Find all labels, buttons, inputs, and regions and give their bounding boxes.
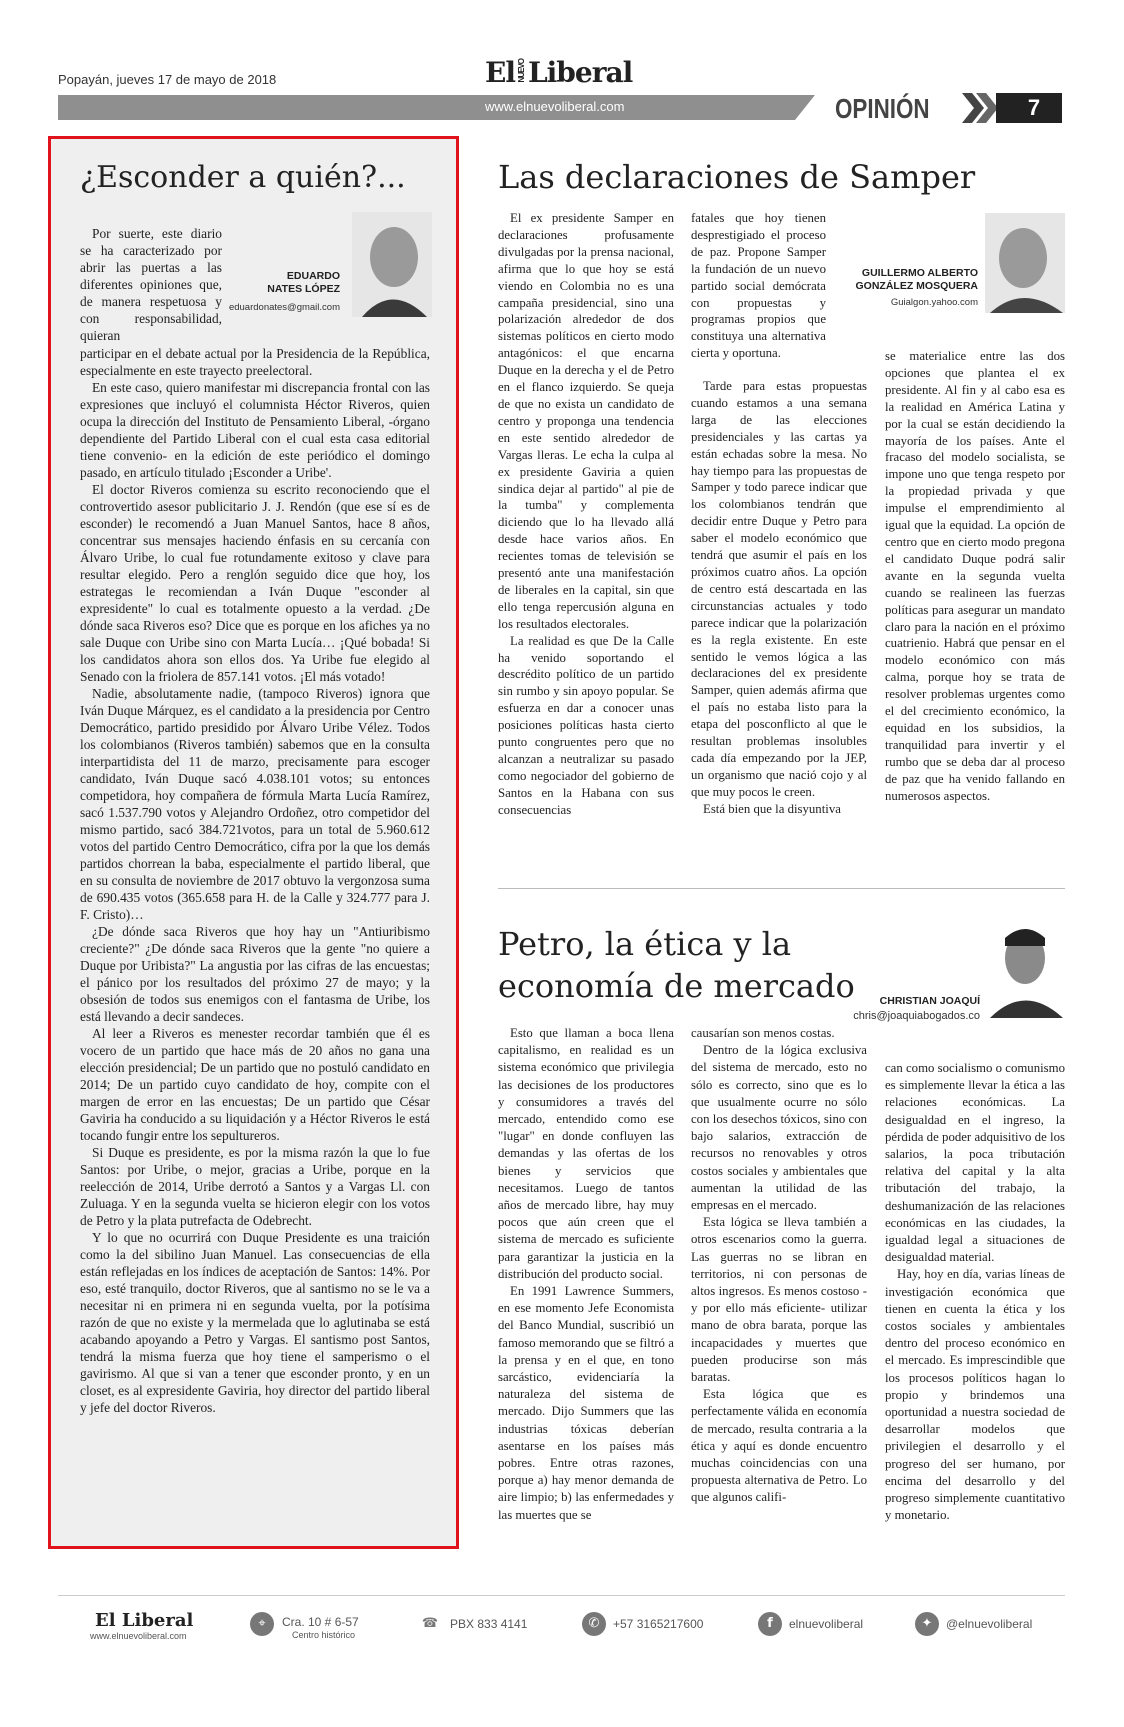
author-email: Guialgon.yahoo.com	[890, 297, 978, 308]
footer-whatsapp[interactable]: +57 3165217600	[613, 1617, 704, 1631]
paragraph: Esta lógica se lleva también a otros escenarios como la guerra. Las guerras no se libran en territorios, ni con personas de altos ingresos. Es menos costoso -y por ello más eficiente- utilizar mano de obra barata, porque las incapacidades y muertes que pueden producirse son más baratas.	[691, 1215, 867, 1385]
footer-address: Cra. 10 # 6-57	[282, 1615, 359, 1629]
twitter-icon: ✦	[915, 1612, 939, 1636]
page-number: 7	[1006, 93, 1062, 123]
author-email: chris@joaquiabogados.co	[853, 1010, 980, 1022]
paragraph: En este caso, quiero manifestar mi discrepancia frontal con las expresiones que incluyó el columnista Héctor Riveros, quien ocupa la dirección del Instituto de Pensamiento Liberal, -órgano dependiente del Partido Liberal con el cual esta casa editorial tiene convenio- en la edición de este periódico el domingo pasado, en artículo titulado ¡Esconder a Uribe'.	[80, 380, 430, 480]
paragraph: Está bien que la disyuntiva	[703, 801, 841, 816]
article-intro	[80, 225, 222, 344]
author-name: CHRISTIAN JOAQUÍ	[879, 995, 980, 1007]
footer-logo-url: www.elnuevoliberal.com	[90, 1631, 187, 1641]
footer-address-sub: Centro histórico	[292, 1630, 356, 1640]
header-bar-tail	[795, 95, 815, 120]
footer-phone[interactable]: PBX 833 4141	[450, 1617, 528, 1631]
paragraph: Dentro de la lógica exclusiva del sistema de mercado, esto no sólo es correcto, sino que es lo que usualmente ocurre no sólo con los desechos tóxicos, sino con bajo salarios, extracción de recursos no renovables y otros costos sociales y ambientales que aumentan la utilidad de las empresas en el mercado.	[691, 1043, 867, 1213]
intro-paragraph: Por suerte, este diario se ha caracterizado por abrir las puertas a las diferentes opiniones que, de manera respetuosa y con responsabilidad, quieran	[80, 226, 222, 343]
section-title: OPINIÓN	[835, 93, 930, 124]
logo-nuevo: NUEVO	[516, 58, 526, 82]
issue-date: Popayán, jueves 17 de mayo de 2018	[58, 72, 277, 87]
whatsapp-icon: ✆	[582, 1612, 606, 1636]
article-column-3	[885, 348, 1065, 804]
paragraph: Nadie, absolutamente nadie, (tampoco Riveros) ignora que Iván Duque Márquez, es el candidato a la presidencia por Centro Democrático, partido presidido por Álvaro Uribe Vélez. Todos los colombianos (Riveros también) sabemos que en la consulta interpartidista del 11 de marzo, precisamente para escoger candidato, Iván Duque sacó 4.038.101 votos; su entonces competidora, hoy compañera de fórmula Marta Lucía Ramírez, sacó 1.537.790 votos y Alejandro Ordoñez, otro competidor del mismo partido, sacó 384.721votos, para un total de 5.960.612 votos del partido Centro Democrático, cifra por la que los demás partidos chorrean la baba, especialmente el partido liberal, que en su consulta de noviembre de 2017 obtuvo la vergonzosa suma de 690.435 votos (365.658 para H. de la Calle y 324.777 para J. F. Cristo)…	[80, 686, 430, 922]
title-line: Petro, la ética y la	[498, 925, 792, 963]
article-divider	[498, 888, 1065, 889]
paragraph: causarían son menos costas.	[691, 1026, 835, 1040]
footer-twitter[interactable]: @elnuevoliberal	[946, 1617, 1033, 1631]
author-last-name: GONZÁLEZ MOSQUERA	[855, 280, 978, 292]
paragraph: fatales que hoy tienen desprestigiado el proceso de paz. Propone Samper la fundación de un nuevo partido social demócrata con propuestas y programas propios que constituya una alternativa cierta y oportuna.	[691, 211, 826, 361]
header-bar	[58, 95, 795, 120]
paragraph: Esta lógica que es perfectamente válida en economía de mercado, resulta contraria a la ética y aquí es donde encuentro muchas coincidencias con una propuesta alternativa de Petro. Lo que algunos califi-	[691, 1387, 867, 1505]
chevron-decoration-icon	[962, 93, 1007, 123]
author-first-name: GUILLERMO ALBERTO	[861, 267, 978, 279]
footer-logo: El Liberal	[95, 1610, 194, 1631]
article-title: ¿Esconder a quién?...	[80, 160, 406, 195]
paragraph: Esto que llaman a boca llena capitalismo, en realidad es un sistema económico que privilegia las decisiones de los productores y consumidores a través del mercado, entendido como ese "lugar" en donde confluyen las demandas y las ofertas de los bienes y servicios que necesitamos. Luego de tantos años de mercado libre, hay muy pocos que aún creen que el sistema de mercado es suficiente para garantizar la justicia en la distribución del producto social.	[498, 1026, 674, 1281]
paragraph: Tarde para estas propuestas cuando estamos a una semana larga de las elecciones presidenciales y las cartas ya están echadas sobre la mesa. No hay tiempo para las propuestas de Samper y todo parece indicar que los colombianos tendrán que decidir entre Duque y Petro para saber el modelo económico que tendrá que asumir el país en los próximos cuatro años. La opción de centro está descartada en las circunstancias actuales y todo parece indicar que la polarización es la regla existente. En este sentido le vemos lógica a las declaraciones del ex presidente Samper, quien además afirma que el país no estaba listo para la etapa del posconflicto al que le resultan problemas insolubles cada día empezando por la JEP, un organismo que nació cojo y al que muy pocos le creen.	[691, 379, 867, 799]
article-column-2	[691, 1025, 867, 1507]
article-body	[80, 345, 430, 1416]
article-column-2-top	[691, 210, 826, 362]
paragraph: can como socialismo o comunismo es simplemente llevar la ética a las relaciones económicas. La desigualdad en el ingreso, la pérdida de poder adquisitivo de los salarios, la poca tributación relativa del capital y la alta tributación del trabajo, la deshumanización de las relaciones económicas en las ciudades, la igualdad legal a situaciones de desigualdad material.	[885, 1061, 1065, 1265]
location-pin-icon: ⌖	[250, 1612, 274, 1636]
paragraph: El ex presidente Samper en declaraciones profusamente divulgadas por la prensa nacional, afirma que lo que hoy se está viendo en Colombia no es una campaña presidencial, sino una polarización alrededor de dos sistemas políticos en cierto modo antagónicos: el que encarna Duque en la derecha y el de Petro en el flanco izquierdo. Se queja de que no exista un candidato de centro y proponga una tendencia en este sentido alrededor de Vargas lleras. Le echa la culpa al ex presidente Gaviria a quien sindica dejar al partido" al pie de la tumba" y complementa diciendo que lo ha llevado allá desde hace varios años. En recientes tomas de televisión se presentó ante una manifestación de liberales en la capital, sin que ello tenga repercusión alguna en los resultados electorales.	[498, 211, 674, 631]
paragraph: Si Duque es presidente, es por la misma razón la que lo fue Santos: por Uribe, o mejor, gracias a Uribe, porque en la reelección de 2014, Uribe derrotó a Santos y a Vargas Ll. con Zuluaga. Y en la segunda vuelta se hicieron elegir con los votos de Petro y la plata putrefacta de Odebrecht.	[80, 1145, 430, 1228]
article-column-2	[691, 378, 867, 818]
article-column-1	[498, 1025, 674, 1524]
facebook-icon: f	[758, 1612, 782, 1636]
logo-liberal: Liberal	[527, 56, 633, 89]
paragraph: Y lo que no ocurrirá con Duque Presidente es una traición como la del sibilino Juan Manuel. Las consecuencias de ella están reflejadas en los índices de aceptación de Santos: 14%. Por eso, esté tranquilo, doctor Riveros, que al santismo no se le va a necesitar ni en primera ni en segunda vuelta, por la potísima razón de que no existe y la mermelada que lo aglutinaba se está acabando apoyando a Petro y Vargas. El santismo post Santos, tendrá la misma fuerza que hoy tiene el samperismo o el gavirismo. Al que si van a tener que esconder pronto, y en un closet, es al expresidente Gaviria, hoy director del partido liberal y jefe del doctor Riveros.	[80, 1230, 430, 1415]
paragraph: Al leer a Riveros es menester recordar también que él es vocero de un partido que hace más de 20 años no gana una elección presidencial; De un partido que no postuló candidato en 2014; De un partido cuyo candidato de hoy, compite con el margen de error en las encuestas; De un partido que César Gaviria ha conducido a su liquidación y a Héctor Riveros le está tocando fungir entre los sepultureros.	[80, 1026, 430, 1143]
website-url: www.elnuevoliberal.com	[485, 99, 625, 114]
author-photo	[985, 213, 1065, 313]
author-last-name: NATES LÓPEZ	[267, 283, 340, 295]
author-name	[840, 267, 978, 293]
paragraph: se materialice entre las dos opciones que plantea el ex presidente. Al fin y al cabo esa es la realidad en América Latina y por la cual se están decidiendo la mayoría de los países. Ante el fracaso del modelo socialista, se impone uno que tenga respeto por la propiedad privada y que impulse el emprendimiento al igual que la equidad. La opción de centro que en cierto modo pregona el candidato Duque podrá salir avante en la segunda vuelta cuando se realineen las fuerzas políticas para asegurar un mandato claro para la nación en el próximo cuatrienio. Habrá que pensar en el modelo económico con más calma, porque hoy se trata de resolver problemas urgentes como el del crecimiento económico, la equidad en los subsidios, la tranquilidad para invertir y el rumbo que se deba dar al proceso de paz que ha venido fallando en numerosos aspectos.	[885, 349, 1065, 803]
author-photo	[352, 212, 432, 317]
paragraph: La realidad es que De la Calle ha venido soportando el descrédito político de un partido sin rumbo y sin apoyo popular. Se esfuerza en dar a conocer unas posiciones políticas hasta cierto punto congruentes pero que no alcanzan a neutralizar su pasado como negociador del gobierno de Santos en la Habana con sus consecuencias	[498, 633, 674, 817]
article-column-1	[498, 210, 674, 819]
footer-divider	[58, 1595, 1065, 1596]
author-photo	[985, 918, 1065, 1018]
paragraph: En 1991 Lawrence Summers, en ese momento Jefe Economista del Banco Mundial, suscribió un famoso memorando que se filtró a la prensa y en el que, en tono sarcástico, evidenciaría la naturaleza del sistema de mercado. Dijo Summers que las industrias tóxicas deberían asentarse en los países más pobres. Entre otras razones, porque a) hay menor demanda de aire limpio; b) las enfermedades y las muertes que se	[498, 1284, 674, 1522]
paragraph: Hay, hoy en día, varias líneas de investigación económica que tienen en cuenta la ética y los costos sociales y ambientales dentro del proceso económico en el mercado. Es imprescindible que los procesos políticos hagan lo propio y brindemos una oportunidad a nuestra sociedad de desarrollar modelos que privilegien el desarrollo y el progreso del ser humano, por encima del desarrollo y del progreso simplemente cuantitativo y monetario.	[885, 1267, 1065, 1523]
author-name	[228, 270, 340, 296]
paragraph: El doctor Riveros comienza su escrito reconociendo que el controvertido asesor publicitario J. J. Rendón (que ese sí es de esconder) le recomendó a Juan Manuel Santos, hace 8 años, concentrar sus mensajes haciendo énfasis en su cercanía con Álvaro Uribe, lo cual fue rotundamente exitoso y clave para resultar elegido. Pero a renglón seguido dice que hoy, los estrategas le recomiendan a Iván Duque "esconder al expresidente" lo cual es totalmente opuesto a la verdad. ¿De dónde saca Riveros eso? Dice que es porque en los afiches ya no sale Duque con Uribe sino con Marta Lucía… ¡Qué bobada! Si los candidatos ahora son ellos dos. Ya Uribe fue elegido al Senado con la friolera de 857.141 votos. ¡El más votado!	[80, 482, 430, 684]
author-email: eduardonates@gmail.com	[228, 302, 340, 313]
footer-facebook[interactable]: elnuevoliberal	[789, 1617, 864, 1631]
article-column-3	[885, 1060, 1065, 1524]
title-line: economía de mercado	[498, 967, 855, 1005]
article-title: Las declaraciones de Samper	[498, 158, 976, 196]
article-title	[498, 923, 855, 1007]
masthead-logo	[485, 56, 632, 89]
paragraph: ¿De dónde saca Riveros que hoy hay un "Antiuribismo creciente?" ¿De dónde saca Riveros que la gente "no quiere a Duque por Uribista?" La angustia por las cifras de las encuestas; el pánico por los resultados del próximo 27 de mayo; y la obsesión de todos sus enemigos con el fantasma de Uribe, los está llevando a decir sandeces.	[80, 924, 430, 1024]
author-first-name: EDUARDO	[286, 270, 340, 282]
phone-icon: ☎	[418, 1612, 442, 1636]
logo-el: El	[485, 56, 515, 89]
paragraph: participar en el debate actual por la Presidencia de la República, especialmente en este trayecto preelectoral.	[80, 346, 430, 378]
